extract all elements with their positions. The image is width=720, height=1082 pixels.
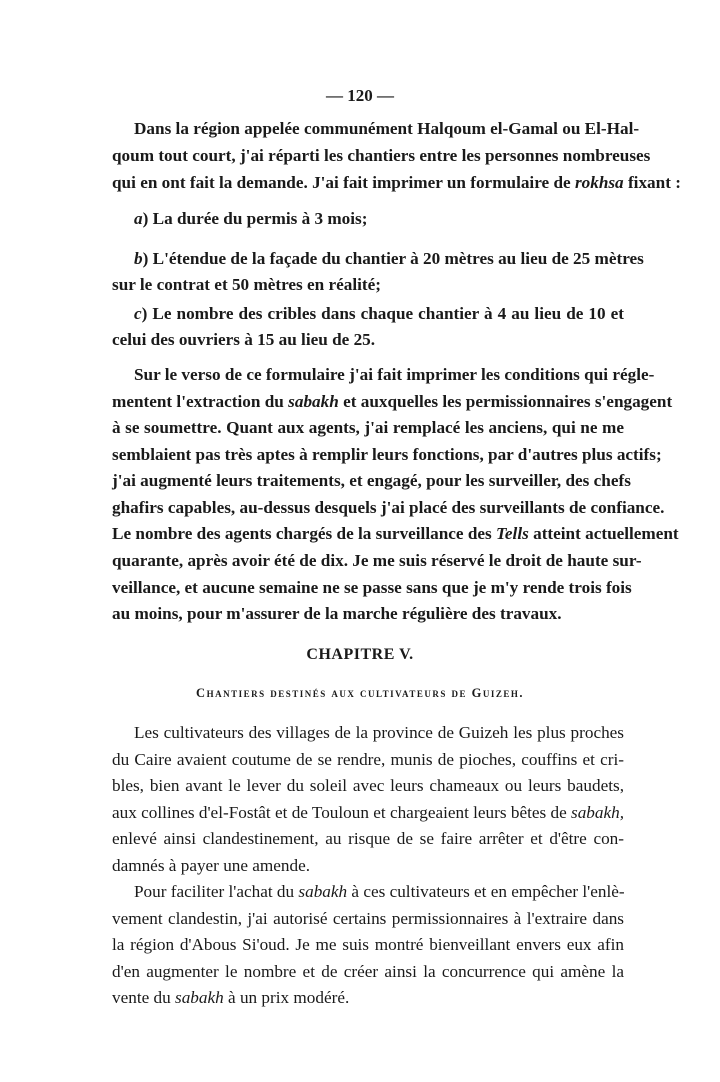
text-segment: atteint actuellement — [528, 524, 679, 543]
text-line — [134, 881, 624, 903]
text-segment: qui en ont fait la demande. J'ai fait imprimer un formulaire de — [112, 173, 575, 192]
text-line — [112, 802, 624, 824]
text-segment: aux collines d'el-Fostât et de Touloun et chargeaient leurs bêtes de — [112, 803, 571, 822]
text-line — [112, 987, 624, 1009]
italic-term: sabakh — [175, 988, 224, 1007]
text-segment: celui des ouvriers à 15 au lieu de 25. — [112, 330, 376, 349]
text-line — [134, 248, 644, 270]
text-segment: ghafirs capables, au-dessus desquels j'ai placé des surveillants de confiance. — [112, 498, 665, 517]
text-segment: vente du — [112, 988, 176, 1007]
text-line — [112, 603, 624, 625]
italic-term: c — [134, 304, 142, 323]
chapter-subtitle: Chantiers destinés aux cultivateurs de Guizeh. — [196, 686, 524, 700]
italic-term: Tells — [496, 524, 529, 543]
text-line — [112, 961, 624, 983]
text-segment: qoum tout court, j'ai réparti les chantiers entre les personnes nombreuses — [112, 146, 651, 165]
italic-term: sabakh — [298, 882, 348, 901]
text-line — [112, 523, 679, 545]
text-segment: à se soumettre. Quant aux agents, j'ai remplacé les anciens, qui ne me — [112, 418, 624, 437]
text-line — [112, 417, 624, 439]
text-line — [112, 934, 624, 956]
text-segment: Dans la région appelée communément Halqoum el-Gamal ou El-Hal- — [134, 119, 640, 138]
italic-term: a — [134, 209, 143, 228]
text-segment: la région d'Abous Si'oud. Je me suis montré bienveillant envers eux afin — [112, 935, 624, 954]
text-segment: enlevé ainsi clandestinement, au risque de se faire arrêter et d'être con- — [112, 829, 624, 848]
text-segment: Pour faciliter l'achat du — [134, 882, 299, 901]
italic-term: rokhsa — [574, 173, 624, 192]
text-line — [112, 329, 624, 351]
text-line — [112, 855, 624, 877]
text-line — [134, 303, 624, 325]
text-segment: fixant : — [623, 173, 681, 192]
text-segment: et auxquelles les permissionnaires s'engagent — [338, 392, 673, 411]
text-segment: Sur le verso de ce formulaire j'ai fait imprimer les conditions qui régle- — [134, 365, 655, 384]
text-segment: damnés à payer une amende. — [112, 856, 311, 875]
text-segment: mentent l'extraction du — [112, 392, 289, 411]
text-line — [112, 172, 681, 194]
text-segment: semblaient pas très aptes à remplir leurs fonctions, par d'autres plus actifs; — [112, 445, 662, 464]
text-segment: ) L'étendue de la façade du chantier à 20 mètres au lieu de 25 mètres — [142, 249, 644, 268]
text-segment: quarante, après avoir été de dix. Je me suis réservé le droit de haute sur- — [112, 551, 642, 570]
text-segment: du Caire avaient coutume de se rendre, munis de pioches, couffins et cri- — [112, 750, 624, 769]
text-segment: j'ai augmenté leurs traitements, et engagé, pour les surveiller, des chefs — [112, 471, 631, 490]
page-number: — 120 — — [326, 86, 394, 105]
text-line — [112, 908, 624, 930]
text-line — [112, 577, 632, 599]
italic-term: sabakh — [288, 392, 339, 411]
text-segment: sur le contrat et 50 mètres en réalité; — [112, 275, 382, 294]
text-segment: bles, bien avant le lever du soleil avec leurs chameaux ou leurs baudets, — [112, 776, 624, 795]
text-line — [112, 274, 624, 296]
text-line — [112, 145, 651, 167]
text-segment: vement clandestin, j'ai autorisé certains permissionnaires à l'extraire dans — [112, 909, 624, 928]
text-segment: au moins, pour m'assurer de la marche régulière des travaux. — [112, 604, 562, 623]
text-segment: à ces cultivateurs et en empêcher l'enlè- — [347, 882, 625, 901]
italic-term: b — [134, 249, 143, 268]
text-segment: ) Le nombre des cribles dans chaque chantier à 4 au lieu de 10 et — [141, 304, 624, 323]
text-line — [112, 391, 673, 413]
chapter-title: CHAPITRE V. — [306, 646, 414, 663]
text-line — [134, 208, 624, 230]
text-segment: ) La durée du permis à 3 mois; — [142, 209, 368, 228]
text-segment: Les cultivateurs des villages de la province de Guizeh les plus proches — [134, 723, 624, 742]
text-line — [112, 749, 624, 771]
text-line — [112, 775, 624, 797]
text-line — [134, 364, 655, 386]
text-line — [112, 828, 624, 850]
text-line — [112, 470, 631, 492]
text-line — [112, 550, 642, 572]
text-segment: d'en augmenter le nombre et de créer ainsi la concurrence qui amène la — [112, 962, 624, 981]
text-line — [134, 722, 624, 744]
text-segment: veillance, et aucune semaine ne se passe sans que je m'y rende trois fois — [112, 578, 632, 597]
text-line — [112, 444, 662, 466]
text-segment: à un prix modéré. — [223, 988, 350, 1007]
text-segment: Le nombre des agents chargés de la surveillance des — [112, 524, 496, 543]
text-line — [112, 497, 665, 519]
italic-term: sabakh, — [571, 803, 624, 822]
text-line — [134, 118, 640, 140]
